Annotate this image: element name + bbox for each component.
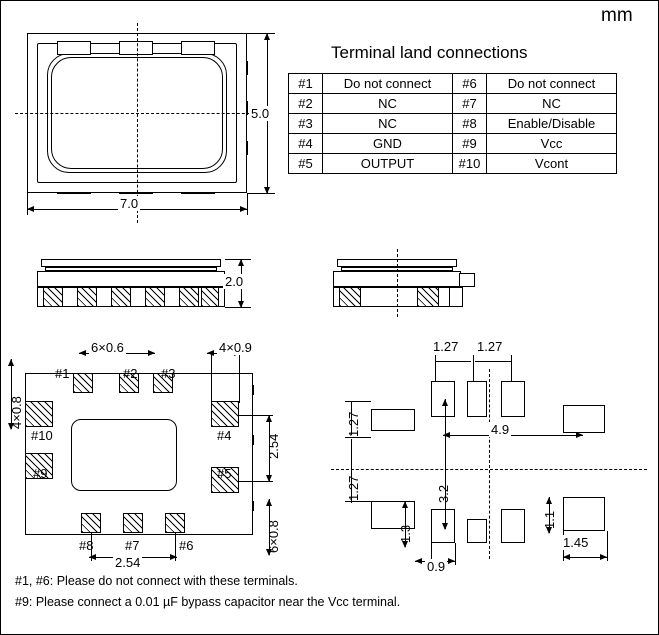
dim-width-7-0: 7.0	[120, 196, 139, 211]
dim-pad-1-45: 1.45	[563, 535, 589, 550]
terminal-label-9: #9	[33, 466, 48, 481]
cell-right-num: #6	[453, 74, 487, 94]
cell-left-num: #5	[289, 154, 323, 174]
dim-pitch-b: 1.27	[477, 339, 503, 354]
dim-pitch-a: 1.27	[433, 339, 459, 354]
cell-right-val: Vcont	[487, 154, 617, 174]
dim-height-2-0: 2.0	[225, 274, 244, 289]
dim-pad-w-0-9: 0.9	[427, 559, 446, 574]
dim-2-54-vertical: 2.54	[266, 433, 281, 459]
terminal-label-6: #6	[179, 538, 194, 553]
cell-left-num: #1	[289, 74, 323, 94]
terminal-label-5: #5	[217, 466, 232, 481]
cell-left-val: NC	[323, 94, 453, 114]
table-row	[289, 74, 617, 94]
cell-right-val: NC	[487, 94, 617, 114]
cell-right-num: #7	[453, 94, 487, 114]
dim-pitch-d: 1.27	[346, 475, 361, 501]
note-line-2: #9: Please connect a 0.01 µF bypass capacitor near the Vcc terminal.	[15, 595, 401, 609]
cell-right-val: Vcc	[487, 134, 617, 154]
dim-6x0-6: 6×0.6	[91, 340, 124, 355]
dim-pad-1-1: 1.1	[542, 510, 557, 529]
terminal-label-4: #4	[217, 428, 232, 443]
terminal-label-2: #2	[123, 366, 138, 381]
cell-left-val: GND	[323, 134, 453, 154]
cell-right-num: #10	[453, 154, 487, 174]
units-label: mm	[601, 5, 633, 26]
cell-left-num: #3	[289, 114, 323, 134]
cell-left-num: #4	[289, 134, 323, 154]
dim-4x0-9: 4×0.9	[219, 340, 252, 355]
cell-right-num: #9	[453, 134, 487, 154]
cell-left-val: NC	[323, 114, 453, 134]
terminal-label-7: #7	[125, 538, 140, 553]
terminal-label-8: #8	[79, 538, 94, 553]
cell-left-num: #2	[289, 94, 323, 114]
table-row	[289, 114, 617, 134]
dim-pad-h-1-3: 1.3	[398, 524, 413, 543]
terminal-land-connections-table	[288, 73, 617, 174]
cell-left-val: Do not connect	[323, 74, 453, 94]
dim-width-4-9: 4.9	[491, 422, 510, 437]
table-row	[289, 94, 617, 114]
dim-height-5-0: 5.0	[251, 106, 270, 121]
cell-right-num: #8	[453, 114, 487, 134]
table-row	[289, 154, 617, 174]
dim-6x0-8: 6×0.8	[266, 520, 281, 553]
terminal-label-1: #1	[55, 366, 70, 381]
cell-left-val: OUTPUT	[323, 154, 453, 174]
cell-right-val: Do not connect	[487, 74, 617, 94]
table-title: Terminal land connections	[331, 43, 528, 62]
note-line-1: #1, #6: Please do not connect with these terminals.	[15, 574, 298, 588]
terminal-label-3: #3	[161, 366, 176, 381]
terminal-label-10: #10	[31, 428, 53, 443]
dim-height-3-2: 3.2	[436, 484, 451, 503]
table-row	[289, 134, 617, 154]
cell-right-val: Enable/Disable	[487, 114, 617, 134]
dim-pitch-c: 1.27	[346, 411, 361, 437]
dim-4x0-8: 4×0.8	[9, 396, 24, 429]
dim-2-54-horizontal: 2.54	[115, 555, 141, 570]
